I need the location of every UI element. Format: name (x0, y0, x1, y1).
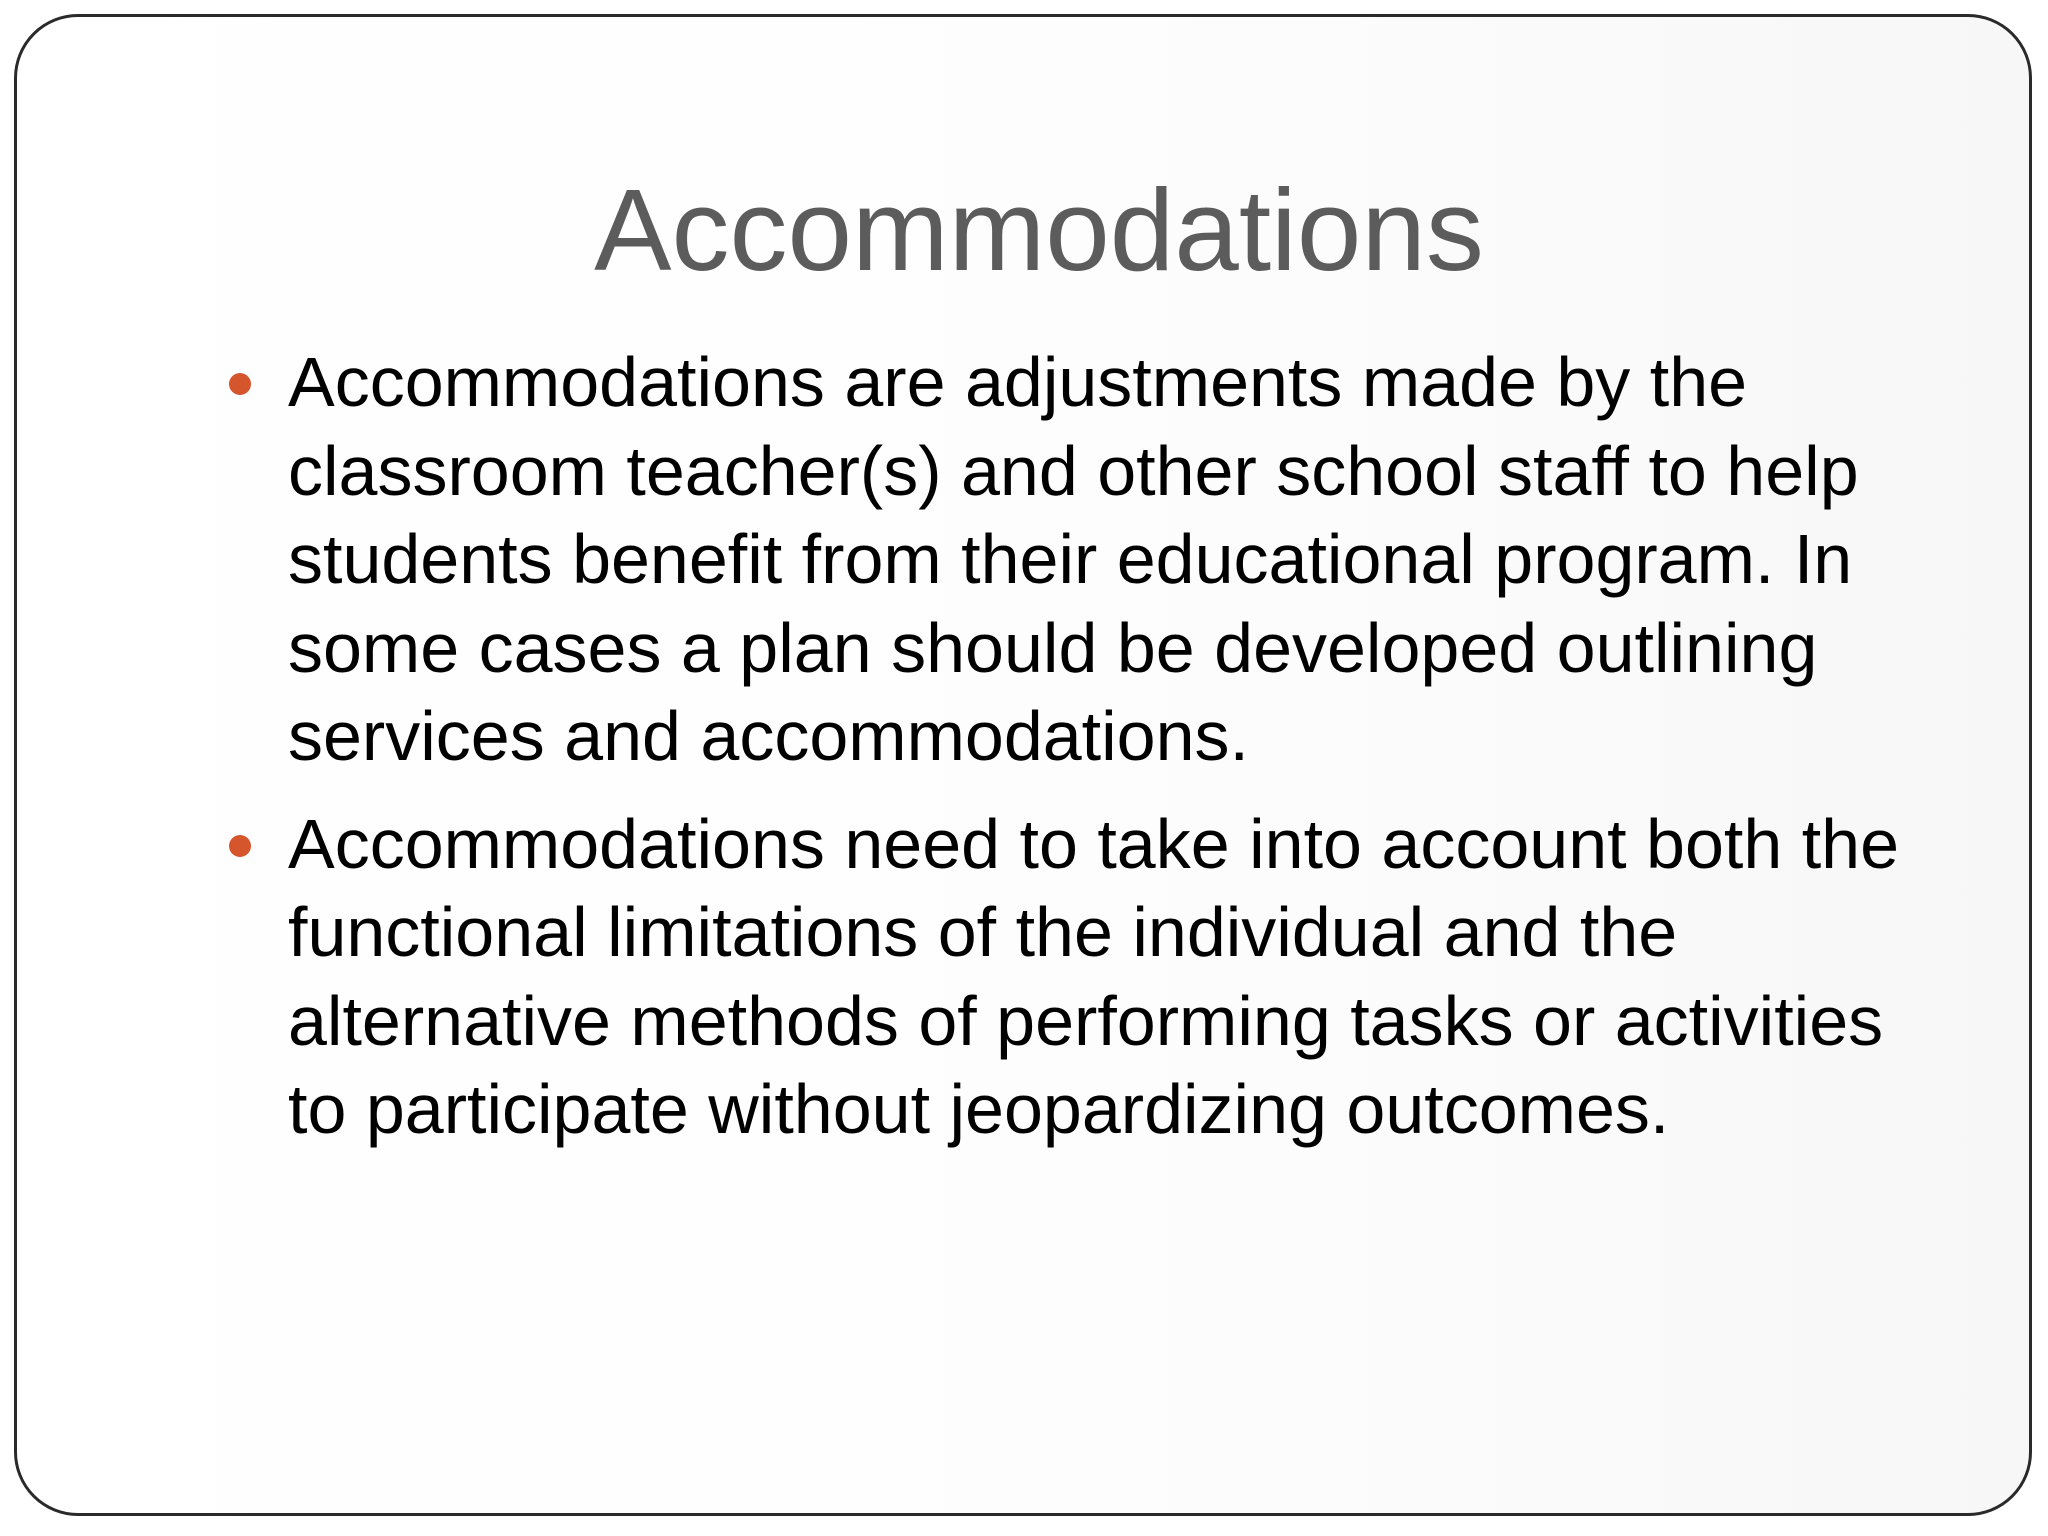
slide-title: Accommodations (594, 165, 1484, 295)
bullet-item (288, 800, 1908, 1154)
bullet-list (0, 338, 1908, 1173)
bullet-text: Accommodations need to take into account both the functional limitations of the individual and the alternative methods of performing tasks or activities to participate without jeopardizing outcomes. (288, 804, 1900, 1148)
bullet-item (288, 338, 1908, 781)
bullet-dot-icon (229, 835, 251, 857)
bullet-text: Accommodations are adjustments made by the classroom teacher(s) and other school staff to help students benefit from their educational program. In some cases a plan should be developed outlining services and accommodations. (288, 343, 1859, 775)
bullet-dot-icon (229, 373, 251, 395)
